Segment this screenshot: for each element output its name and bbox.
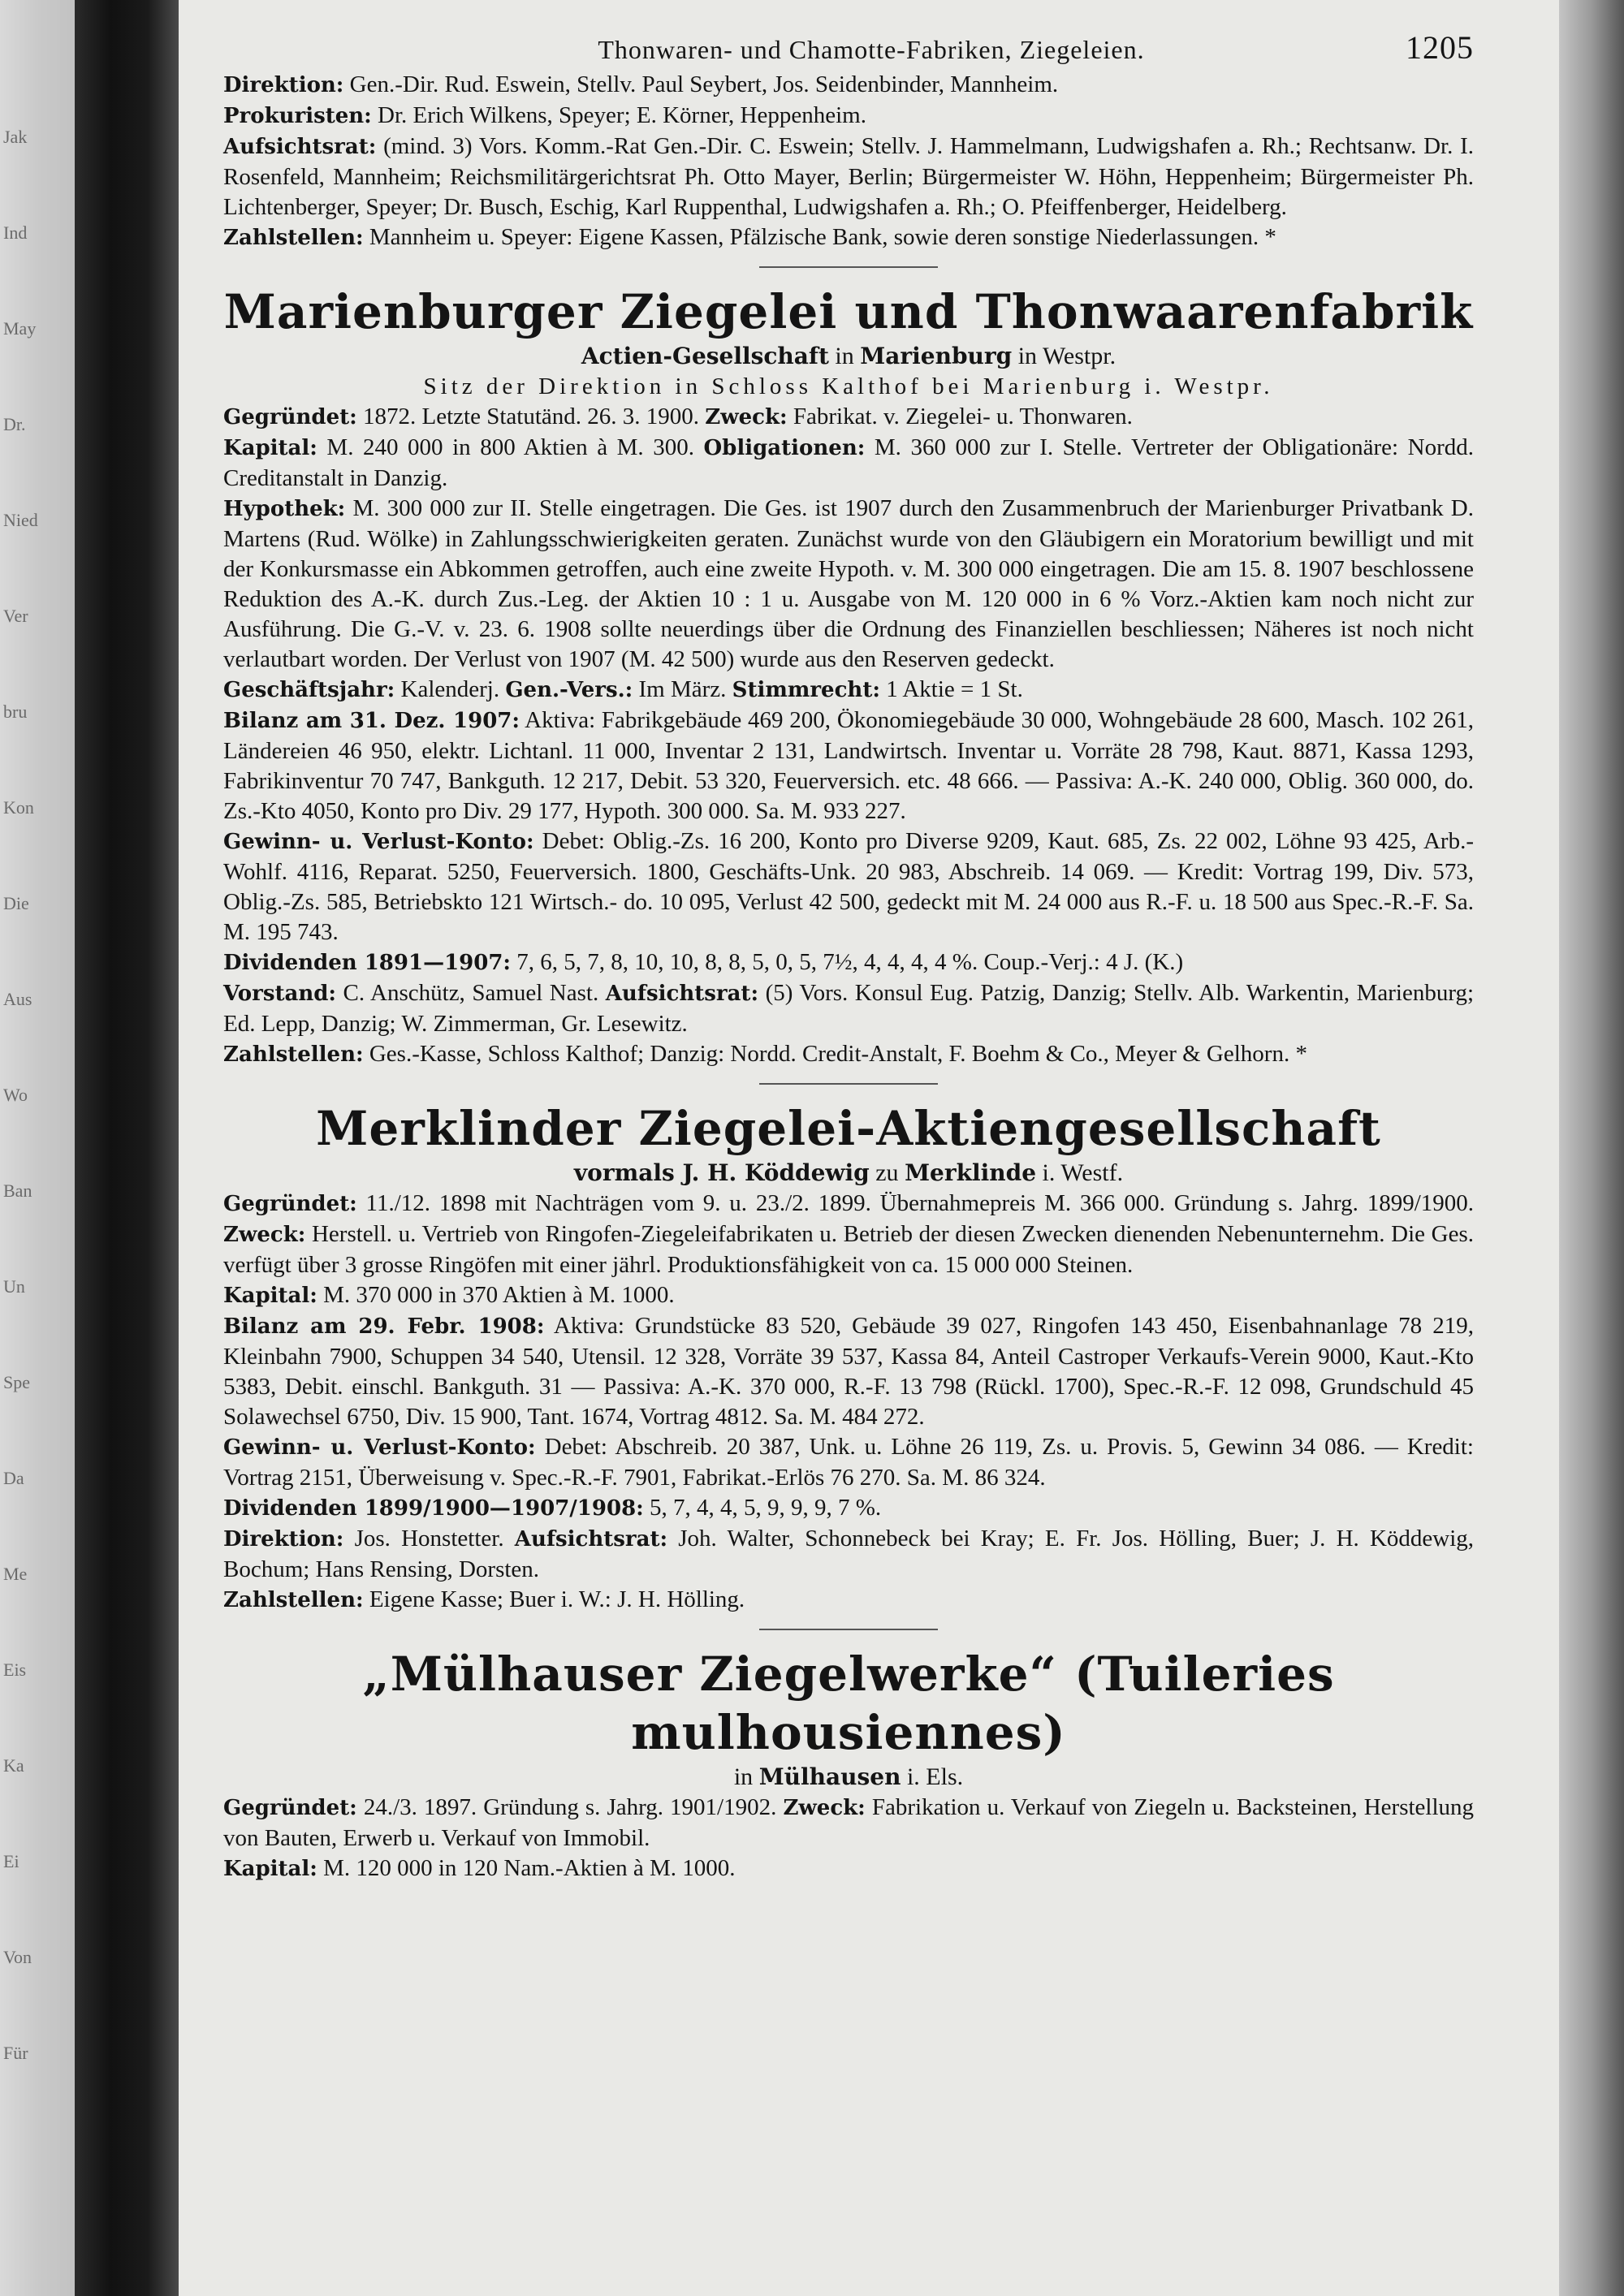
- company-entries: [223, 1189, 1474, 1616]
- entry-kapital: Kapital: M. 120 000 in 120 Nam.-Aktien à M. 1000.: [223, 1855, 736, 1881]
- facing-fragment: Für: [3, 2043, 28, 2063]
- entry-bilanz: Bilanz am 29. Febr. 1908: Aktiva: Grundstücke 83 520, Gebäude 39 027, Ringofen 143 450, Eisenbahnanlage 78 219, Kleinbahn 7900, Schuppen 34 540, Utensil. 12 328, Vorräte 39 537, Kassa 84, Anteil Castroper Verkaufs-Verein 9000, Kaut.-Kto 5383, Debit. einschl. Bankguth. 31 — Passiva: A.-K. 370 000, R.-F. 13 798 (Rückl. 1700), Spec.-R.-F. 12 098, Grundschuld 45 Solawechsel 6750, Div. 15 900, Tant. 1674, Vortrag 4812. Sa. M. 484 272.: [223, 1313, 1474, 1430]
- entry-gegruendet: Gegründet: 11./12. 1898 mit Nachträgen vom 9. u. 23./2. 1899. Übernahmepreis M. 366 000. Gründung s. Jahrg. 1899/1900. Zweck: Herstell. u. Vertrieb von Ringofen-Ziegeleifabrikaten u. Betrieb der diesen Zwecken dienenden Nebenunternehm. Die Ges. verfügt über 3 grosse Ringöfen mit einer jährl. Produktionsfähigkeit von ca. 15 000 000 Steinen.: [223, 1190, 1475, 1278]
- entry-gewinn-verlust: Gewinn- u. Verlust-Konto: Debet: Oblig.-Zs. 16 200, Konto pro Diverse 9209, Kaut. 685, Zs. 22 002, Löhne 93 425, Arb.-Wohlf. 4116, Reparat. 5250, Feuerversich. 1800, Geschäfts-Unk. 20 983, Abschreib. 14 069. — Kredit: Vortrag 199, Div. 573, Oblig.-Zs. 585, Betriebskto 121 Wirtsch.- do. 10 095, Verlust 42 500, gedeckt mit M. 24 000 aus R.-F. u. 18 500 aus Spec.-R.-F. Sa. M. 195 743.: [223, 828, 1474, 945]
- entry-bilanz: Bilanz am 31. Dez. 1907: Aktiva: Fabrikgebäude 469 200, Ökonomiegebäude 30 000, Wohngebäude 28 600, Masch. 102 261, Ländereien 46 950, elektr. Lichtanl. 11 000, Inventar 2 131, Landwirtsch. Inventar u. Vorräte 28 798, Kaut. 8871, Kassa 1293, Fabrikinventur 70 747, Bankguth. 12 217, Debit. 53 320, Feuerversich. etc. 48 666. — Passiva: A.-K. 240 000, Oblig. 360 000, do. Zs.-Kto 4050, Konto pro Div. 29 177, Hypoth. 300 000. Sa. M. 933 227.: [223, 707, 1474, 824]
- entry-kapital: Kapital: M. 370 000 in 370 Aktien à M. 1000.: [223, 1282, 675, 1308]
- entry-prokuristen: Prokuristen: Dr. Erich Wilkens, Speyer; E. Körner, Heppenheim.: [223, 102, 866, 128]
- facing-fragment: Jak: [3, 127, 28, 147]
- section-divider: [759, 1083, 938, 1085]
- entry-geschaeftsjahr: Geschäftsjahr: Kalenderj. Gen.-Vers.: Im März. Stimmrecht: 1 Aktie = 1 St.: [223, 676, 1023, 702]
- page-header: [223, 29, 1474, 66]
- entry-kapital: Kapital: M. 240 000 in 800 Aktien à M. 300. Obligationen: M. 360 000 zur I. Stelle. Vertreter der Obligationäre: Nordd. Creditanstalt in Danzig.: [223, 434, 1474, 491]
- entry-zahlstellen: Zahlstellen: Ges.-Kasse, Schloss Kalthof; Danzig: Nordd. Credit-Anstalt, F. Boehm & Co., Meyer & Gelhorn. *: [223, 1041, 1307, 1067]
- running-title: Thonwaren- und Chamotte-Fabriken, Ziegeleien.: [598, 35, 1145, 64]
- section-divider: [759, 1629, 938, 1630]
- page-content: [223, 29, 1475, 1884]
- entry-gewinn-verlust: Gewinn- u. Verlust-Konto: Debet: Abschreib. 20 387, Unk. u. Löhne 26 119, Zs. u. Provis. 5, Gewinn 34 086. — Kredit: Vortrag 2151, Überweisung v. Spec.-R.-F. 7901, Fabrikat.-Erlös 76 270. Sa. M. 86 324.: [223, 1434, 1474, 1491]
- company-subtitle: vormals J. H. Köddewig zu Merklinde i. Westf.: [573, 1159, 1124, 1186]
- facing-fragment: Un: [3, 1276, 25, 1297]
- company-subtitle: in Mülhausen i. Els.: [733, 1763, 964, 1790]
- facing-fragment: Ka: [3, 1755, 24, 1776]
- facing-fragment: Ban: [3, 1180, 32, 1201]
- facing-fragment: Von: [3, 1947, 32, 1967]
- company-title: Merklinder Ziegelei-Aktiengesellschaft: [316, 1101, 1381, 1156]
- page-number: 1205: [1406, 29, 1474, 66]
- company-title: „Mülhauser Ziegelwerke“ (Tuileries mulhousiennes): [362, 1646, 1335, 1760]
- facing-fragment: Ver: [3, 606, 28, 626]
- facing-fragment: Da: [3, 1468, 24, 1488]
- facing-fragment: Eis: [3, 1659, 27, 1680]
- facing-fragment: Me: [3, 1564, 28, 1584]
- entry-direktion: Direktion: Gen.-Dir. Rud. Eswein, Stellv. Paul Seybert, Jos. Seidenbinder, Mannheim.: [223, 71, 1059, 97]
- company-subtitle: Actien-Gesellschaft in Marienburg in Westpr.: [581, 343, 1116, 369]
- facing-page-fragments: [3, 89, 75, 2101]
- facing-fragment: bru: [3, 701, 28, 722]
- company-entries: [223, 1793, 1474, 1884]
- page-edge-shadow: [1551, 0, 1624, 2296]
- facing-fragment: Kon: [3, 797, 34, 818]
- facing-fragment: Aus: [3, 989, 32, 1009]
- book-page: [179, 0, 1559, 2296]
- facing-fragment: Nied: [3, 510, 38, 530]
- company-title: Marienburger Ziegelei und Thonwaarenfabrik: [223, 284, 1474, 339]
- facing-fragment: May: [3, 318, 37, 339]
- entry-aufsichtsrat: Aufsichtsrat: (mind. 3) Vors. Komm.-Rat Gen.-Dir. C. Eswein; Stellv. J. Hammelmann, Ludwigshafen a. Rh.; Rechtsanw. Dr. I. Rosenfeld, Mannheim; Reichsmilitärgerichtsrat Ph. Otto Mayer, Berlin; Bürgermeister W. Höhn, Heppenheim; Bürgermeister Ph. Lichtenberger, Speyer; Dr. Busch, Eschig, Karl Ruppenthal, Ludwigshafen a. Rh.; O. Pfeiffenberger, Heidelberg.: [223, 133, 1475, 220]
- entry-gegruendet: Gegründet: 1872. Letzte Statutänd. 26. 3. 1900. Zweck: Fabrikat. v. Ziegelei- u. Thonwaren.: [223, 404, 1133, 429]
- entry-zahlstellen: Zahlstellen: Eigene Kasse; Buer i. W.: J. H. Hölling.: [223, 1586, 745, 1612]
- facing-fragment: Ind: [3, 222, 28, 243]
- entry-vorstand: Vorstand: C. Anschütz, Samuel Nast. Aufsichtsrat: (5) Vors. Konsul Eug. Patzig, Danzig; Stellv. Alb. Warkentin, Marienburg; Ed. Lepp, Danzig; W. Zimmerman, Gr. Lesewitz.: [223, 980, 1475, 1037]
- facing-fragment: Ei: [3, 1851, 19, 1871]
- company-entries: [223, 402, 1474, 1070]
- entry-dividenden: Dividenden 1891—1907: 7, 6, 5, 7, 8, 10, 10, 8, 8, 5, 0, 5, 7½, 4, 4, 4, 4 %. Coup.-Verj.: 4 J. (K.): [223, 949, 1184, 975]
- facing-fragment: Spe: [3, 1372, 30, 1392]
- book-spine-shadow: [75, 0, 179, 2296]
- entry-hypothek: Hypothek: M. 300 000 zur II. Stelle eingetragen. Die Ges. ist 1907 durch den Zusammenbruch der Marienburger Privatbank D. Martens (Rud. Wölke) in Zahlungsschwierigkeiten geraten. Zunächst wurde von den Gläubigern ein Moratorium bewilligt und mit der Konkursmasse ein Abkommen getroffen, auch eine zweite Hypoth. v. M. 300 000 eingetragen. Die am 15. 8. 1907 beschlossene Reduktion des A.-K. durch Zus.-Leg. der Aktien 10 : 1 u. Ausgabe von M. 120 000 in 6 % Vorz.-Aktien kam noch nicht zur Ausführung. Die G.-V. v. 23. 6. 1908 sollte neuerdings über die Ordnung des Finanziellen beschliessen; Näheres ist noch nicht verlautbart worden. Der Verlust von 1907 (M. 42 500) wurde aus den Reserven gedeckt.: [223, 495, 1474, 672]
- entry-zahlstellen: Zahlstellen: Mannheim u. Speyer: Eigene Kassen, Pfälzische Bank, sowie deren sonstige Niederlassungen. *: [223, 224, 1276, 250]
- company-seat: Sitz der Direktion in Schloss Kalthof bei Marienburg i. Westpr.: [423, 373, 1274, 399]
- entry-gegruendet: Gegründet: 24./3. 1897. Gründung s. Jahrg. 1901/1902. Zweck: Fabrikation u. Verkauf von Ziegeln u. Backsteinen, Herstellung von Bauten, Erwerb u. Verkauf von Immobil.: [223, 1794, 1475, 1851]
- facing-fragment: Die: [3, 893, 29, 913]
- facing-fragment: Wo: [3, 1085, 28, 1105]
- facing-fragment: Dr.: [3, 414, 26, 434]
- entry-dividenden: Dividenden 1899/1900—1907/1908: 5, 7, 4, 4, 5, 9, 9, 9, 7 %.: [223, 1495, 882, 1521]
- section-divider: [759, 266, 938, 268]
- entry-direktion: Direktion: Jos. Honstetter. Aufsichtsrat: Joh. Walter, Schonnebeck bei Kray; E. Fr. Jos. Hölling, Buer; J. H. Köddewig, Bochum; Hans Rensing, Dorsten.: [223, 1526, 1475, 1582]
